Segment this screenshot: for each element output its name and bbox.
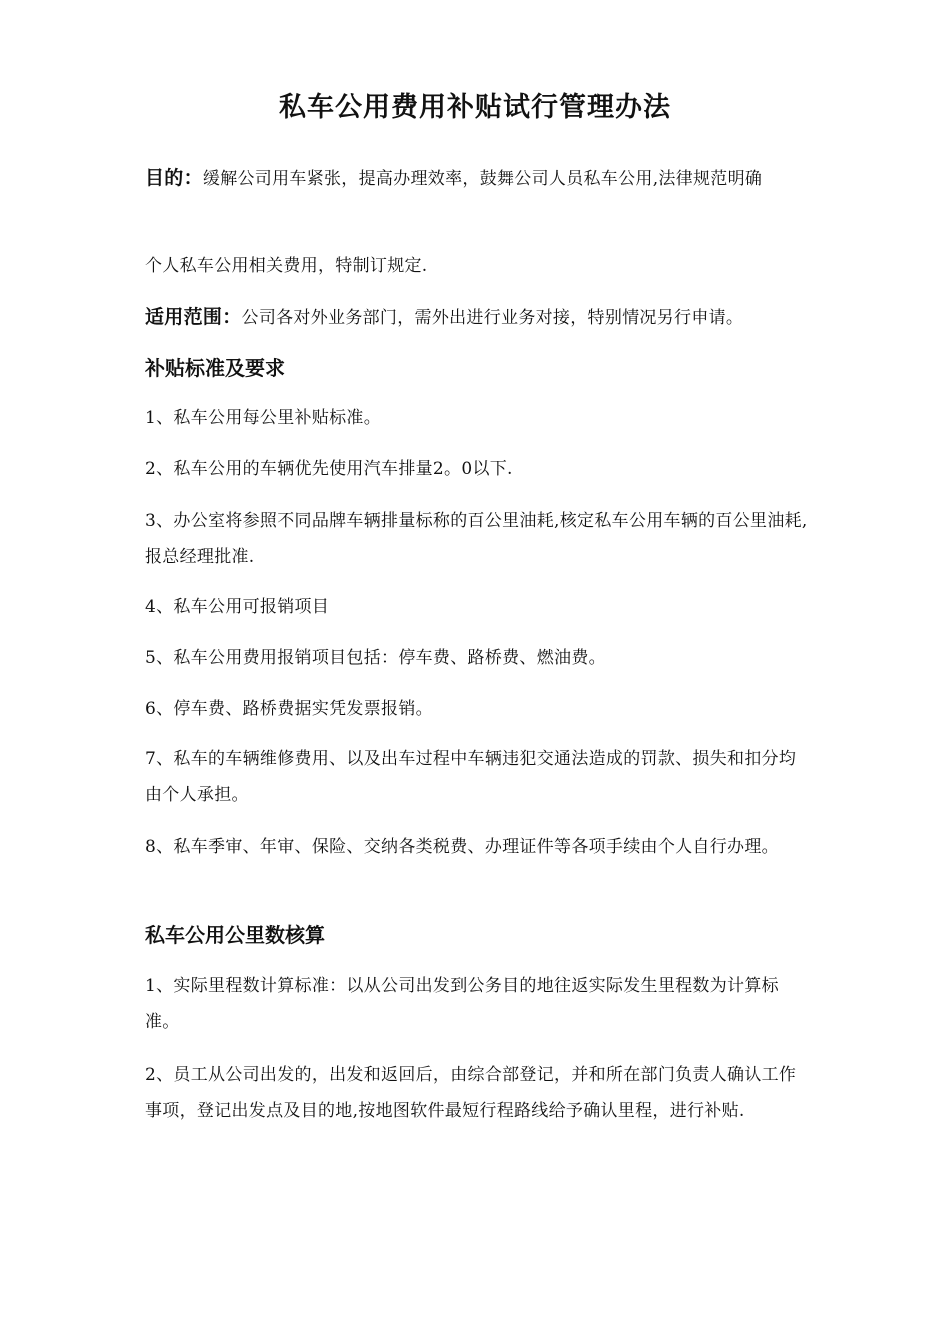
scope-paragraph (145, 299, 810, 336)
list-item: 7、私车的车辆维修费用、以及出车过程中车辆违犯交通法造成的罚款、损失和扣分均由个人承担。 (145, 749, 797, 805)
list-item: 1、实际里程数计算标准：以从公司出发到公务目的地往返实际发生里程数为计算标准。 (145, 976, 779, 1032)
scope-label: 适用范围： (145, 306, 242, 328)
purpose-paragraph (145, 160, 810, 197)
section-heading-mileage-accounting: 私车公用公里数核算 (145, 923, 325, 947)
list-item: 3、办公室将参照不同品牌车辆排量标称的百公里油耗,核定私车公用车辆的百公里油耗,报总经理批准. (145, 511, 808, 567)
section-heading-subsidy-standard: 补贴标准及要求 (145, 356, 285, 380)
list-item: 2、私车公用的车辆优先使用汽车排量2。0以下. (145, 459, 513, 479)
list-item: 1、私车公用每公里补贴标准。 (145, 408, 382, 428)
list-item: 6、停车费、路桥费据实凭发票报销。 (145, 699, 433, 719)
list-item: 4、私车公用可报销项目 (145, 597, 330, 617)
purpose-label: 目的： (145, 167, 203, 189)
list-item: 5、私车公用费用报销项目包括：停车费、路桥费、燃油费。 (145, 648, 606, 668)
list-item: 2、员工从公司出发的，出发和返回后，由综合部登记，并和所在部门负责人确认工作事项，登记出发点及目的地,按地图软件最短行程路线给予确认里程，进行补贴. (145, 1065, 797, 1121)
scope-text: 公司各对外业务部门，需外出进行业务对接，特别情况另行申请。 (241, 308, 744, 328)
list-item: 8、私车季审、年审、保险、交纳各类税费、办理证件等各项手续由个人自行办理。 (145, 837, 779, 857)
purpose-continuation: 个人私车公用相关费用，特制订规定. (145, 256, 428, 276)
purpose-text: 缓解公司用车紧张，提高办理效率，鼓舞公司人员私车公用,法律规范明确 (202, 169, 763, 189)
document-title: 私车公用费用补贴试行管理办法 (279, 92, 671, 123)
